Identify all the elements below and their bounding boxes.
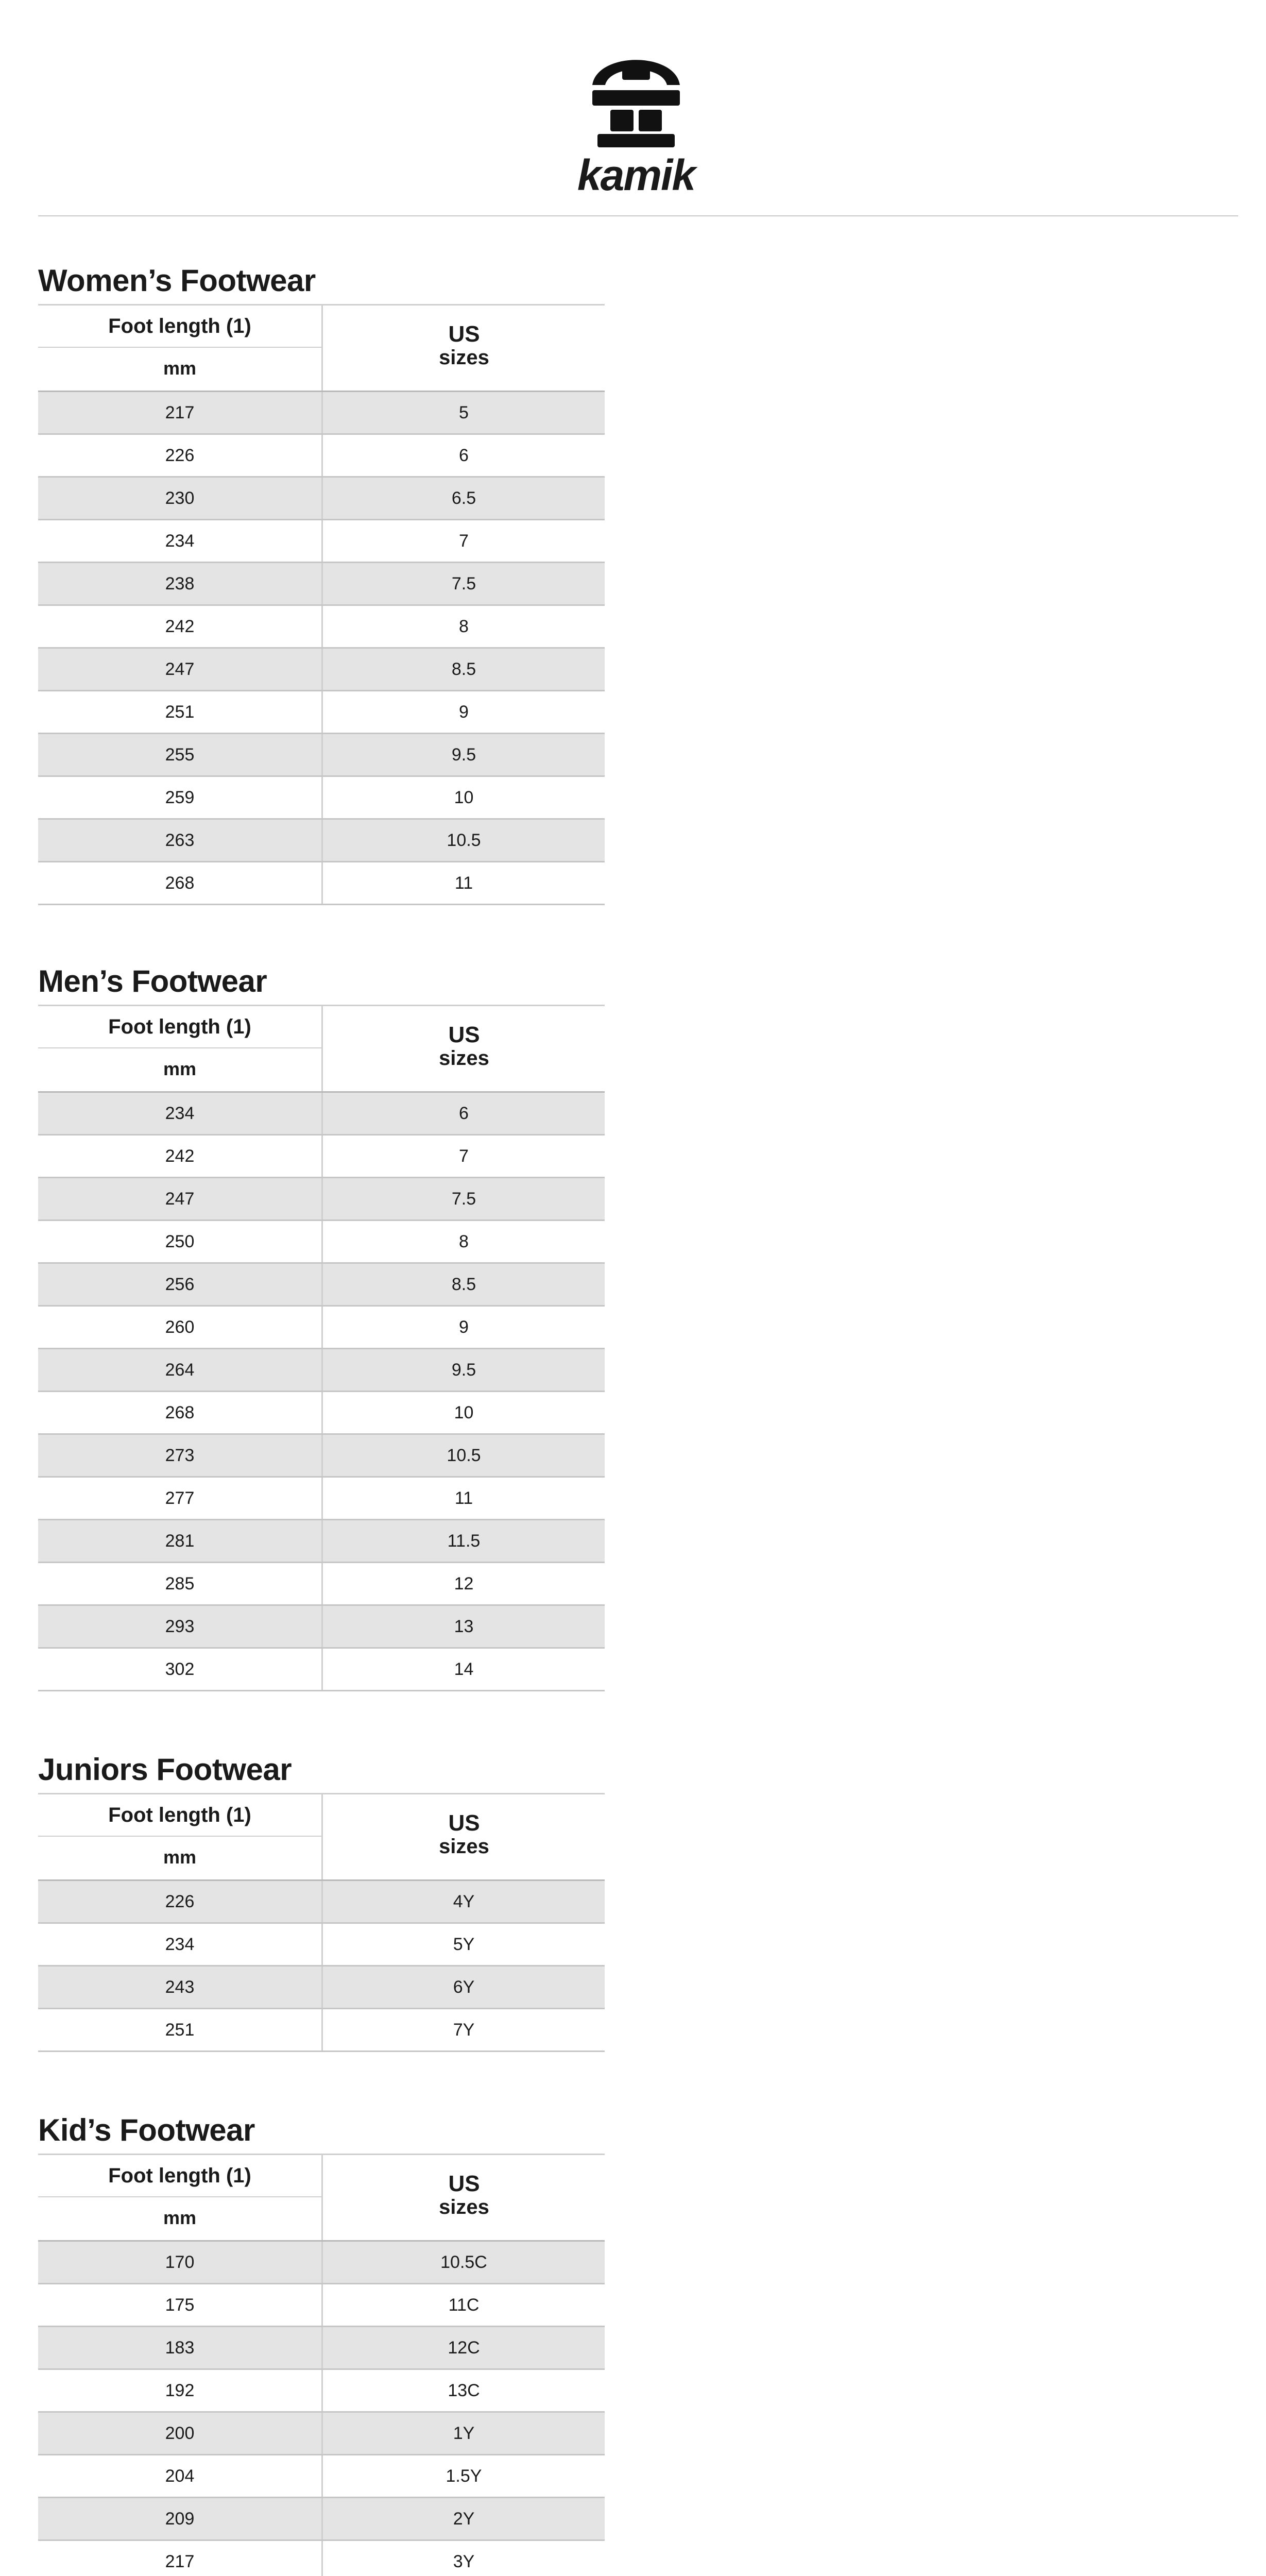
- foot-length-cell: 293: [165, 1617, 195, 1636]
- table-row: [38, 691, 605, 734]
- size-table: [38, 1005, 605, 1691]
- table-row: [38, 2413, 605, 2455]
- foot-length-cell: 247: [165, 1189, 195, 1209]
- foot-length-cell: 250: [165, 1232, 195, 1251]
- table-row: [38, 2327, 605, 2370]
- table-header: [38, 2155, 605, 2242]
- table-row: [38, 1649, 605, 1691]
- us-size-cell: 1.5Y: [321, 2455, 605, 2497]
- us-size-header: [321, 1006, 605, 1091]
- section-title: Juniors Footwear: [38, 1752, 292, 1787]
- us-size-cell: 3Y: [321, 2541, 605, 2576]
- us-size-cell: 8: [321, 606, 605, 647]
- us-size-cell: 10: [321, 1392, 605, 1433]
- table-row: [38, 520, 605, 563]
- foot-length-label: Foot length (1): [38, 2155, 321, 2197]
- table-row: [38, 1563, 605, 1606]
- us-size-cell: 10: [321, 777, 605, 818]
- us-size-cell: 7.5: [321, 1178, 605, 1219]
- foot-length-cell: 247: [165, 659, 195, 679]
- table-row: [38, 777, 605, 820]
- us-size-cell: 12: [321, 1563, 605, 1604]
- brand-wordmark: kamik: [577, 151, 695, 199]
- section-title: Men’s Footwear: [38, 964, 267, 998]
- us-size-cell: 4Y: [321, 1881, 605, 1922]
- us-label: US: [448, 321, 480, 347]
- foot-length-cell: 260: [165, 1317, 195, 1337]
- foot-length-cell: 183: [165, 2338, 195, 2358]
- foot-length-cell: 242: [165, 1146, 195, 1166]
- table-row: [38, 649, 605, 691]
- table-row: [38, 2370, 605, 2413]
- foot-length-cell: 273: [165, 1446, 195, 1465]
- foot-length-cell: 204: [165, 2466, 195, 2486]
- us-size-cell: 10.5: [321, 1435, 605, 1476]
- us-size-cell: 13: [321, 1606, 605, 1647]
- us-size-cell: 9: [321, 691, 605, 733]
- foot-length-cell: 268: [165, 873, 195, 893]
- unit-label: mm: [163, 1846, 197, 1868]
- us-label: US: [448, 1022, 480, 1047]
- us-size-cell: 13C: [321, 2370, 605, 2411]
- us-size-cell: 11.5: [321, 1520, 605, 1562]
- table-row: [38, 1307, 605, 1349]
- table-row: [38, 2455, 605, 2498]
- us-size-header: [321, 306, 605, 391]
- us-size-cell: 11C: [321, 2284, 605, 2326]
- foot-length-cell: 192: [165, 2381, 195, 2400]
- us-size-cell: 6: [321, 435, 605, 476]
- us-size-cell: 6: [321, 1093, 605, 1134]
- foot-length-cell: 263: [165, 831, 195, 850]
- table-row: [38, 1392, 605, 1435]
- table-row: [38, 1349, 605, 1392]
- foot-length-cell: 230: [165, 488, 195, 508]
- table-row: [38, 2284, 605, 2327]
- table-row: [38, 820, 605, 862]
- foot-length-cell: 226: [165, 1892, 195, 1911]
- us-size-cell: 2Y: [321, 2498, 605, 2539]
- table-row: [38, 862, 605, 905]
- table-row: [38, 2541, 605, 2576]
- foot-length-cell: 243: [165, 1977, 195, 1997]
- unit-label: mm: [163, 2207, 197, 2228]
- size-section: [38, 2107, 605, 2576]
- table-row: [38, 1606, 605, 1649]
- us-size-header: [321, 1794, 605, 1879]
- foot-length-cell: 264: [165, 1360, 195, 1380]
- foot-length-cell: 255: [165, 745, 195, 765]
- foot-length-header: [38, 1006, 321, 1091]
- us-size-cell: 7.5: [321, 563, 605, 604]
- foot-length-cell: 268: [165, 1403, 195, 1422]
- us-size-cell: 10.5C: [321, 2242, 605, 2283]
- us-size-cell: 11: [321, 862, 605, 904]
- sizes-label: sizes: [439, 2196, 489, 2218]
- us-size-cell: 7: [321, 520, 605, 562]
- table-header: [38, 306, 605, 392]
- inukshuk-logo-icon: [561, 36, 711, 149]
- table-row: [38, 563, 605, 606]
- sizes-label: sizes: [439, 1047, 489, 1070]
- table-row: [38, 1478, 605, 1520]
- brand-logo: [561, 36, 711, 199]
- us-size-cell: 6.5: [321, 478, 605, 519]
- unit-label: mm: [163, 1058, 197, 1079]
- table-row: [38, 1881, 605, 1924]
- foot-length-label: Foot length (1): [38, 1006, 321, 1048]
- table-row: [38, 734, 605, 777]
- foot-length-cell: 217: [165, 2552, 195, 2571]
- foot-length-cell: 285: [165, 1574, 195, 1594]
- table-row: [38, 1136, 605, 1178]
- foot-length-cell: 259: [165, 788, 195, 807]
- table-row: [38, 606, 605, 649]
- foot-length-cell: 302: [165, 1659, 195, 1679]
- sizes-label: sizes: [439, 346, 489, 369]
- us-size-cell: 10.5: [321, 820, 605, 861]
- us-size-cell: 5: [321, 392, 605, 433]
- size-table: [38, 2154, 605, 2576]
- foot-length-header: [38, 2155, 321, 2240]
- foot-length-header: [38, 306, 321, 391]
- unit-label: mm: [163, 358, 197, 379]
- table-header: [38, 1006, 605, 1093]
- us-size-cell: 7Y: [321, 2009, 605, 2050]
- table-row: [38, 1264, 605, 1307]
- section-title: Women’s Footwear: [38, 263, 316, 298]
- us-size-cell: 8.5: [321, 649, 605, 690]
- foot-length-cell: 234: [165, 1935, 195, 1954]
- us-size-cell: 9.5: [321, 1349, 605, 1391]
- foot-length-cell: 277: [165, 1488, 195, 1508]
- table-row: [38, 392, 605, 435]
- table-row: [38, 1435, 605, 1478]
- size-section: [38, 258, 605, 905]
- table-row: [38, 1967, 605, 2009]
- foot-length-cell: 251: [165, 702, 195, 722]
- us-size-cell: 5Y: [321, 1924, 605, 1965]
- size-table: [38, 1793, 605, 2052]
- sizes-label: sizes: [439, 1835, 489, 1858]
- foot-length-cell: 226: [165, 446, 195, 465]
- us-size-cell: 1Y: [321, 2413, 605, 2454]
- foot-length-cell: 234: [165, 1104, 195, 1123]
- foot-length-cell: 251: [165, 2020, 195, 2040]
- us-size-cell: 11: [321, 1478, 605, 1519]
- table-row: [38, 478, 605, 520]
- table-row: [38, 2242, 605, 2284]
- us-size-cell: 12C: [321, 2327, 605, 2368]
- header-divider: [38, 215, 1238, 216]
- section-title: Kid’s Footwear: [38, 2113, 255, 2147]
- us-label: US: [448, 1810, 480, 1836]
- foot-length-cell: 238: [165, 574, 195, 594]
- size-section: [38, 1747, 605, 2052]
- table-row: [38, 2498, 605, 2541]
- foot-length-cell: 281: [165, 1531, 195, 1551]
- table-row: [38, 1924, 605, 1967]
- us-size-header: [321, 2155, 605, 2240]
- size-table: [38, 304, 605, 905]
- foot-length-cell: 209: [165, 2509, 195, 2529]
- table-row: [38, 2009, 605, 2052]
- table-row: [38, 1221, 605, 1264]
- foot-length-cell: 175: [165, 2295, 195, 2315]
- table-row: [38, 1520, 605, 1563]
- us-size-cell: 7: [321, 1136, 605, 1177]
- foot-length-cell: 170: [165, 2252, 195, 2272]
- foot-length-cell: 234: [165, 531, 195, 551]
- us-size-cell: 14: [321, 1649, 605, 1690]
- table-row: [38, 1093, 605, 1136]
- foot-length-header: [38, 1794, 321, 1879]
- foot-length-cell: 256: [165, 1275, 195, 1294]
- foot-length-cell: 200: [165, 2424, 195, 2443]
- us-size-cell: 9.5: [321, 734, 605, 775]
- us-size-cell: 6Y: [321, 1967, 605, 2008]
- foot-length-label: Foot length (1): [38, 306, 321, 348]
- us-label: US: [448, 2171, 480, 2196]
- table-header: [38, 1794, 605, 1881]
- us-size-cell: 8: [321, 1221, 605, 1262]
- table-row: [38, 1178, 605, 1221]
- us-size-cell: 8.5: [321, 1264, 605, 1305]
- foot-length-cell: 217: [165, 403, 195, 422]
- foot-length-cell: 242: [165, 617, 195, 636]
- foot-length-label: Foot length (1): [38, 1794, 321, 1837]
- table-row: [38, 435, 605, 478]
- us-size-cell: 9: [321, 1307, 605, 1348]
- size-section: [38, 958, 605, 1691]
